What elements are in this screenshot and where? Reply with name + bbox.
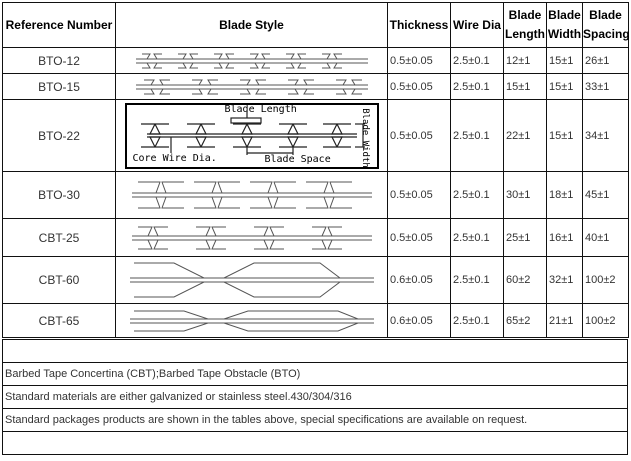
- thickness-cell: 0.5±0.05: [388, 100, 451, 172]
- reference-cell: BTO-30: [3, 172, 116, 219]
- blade-length-cell: 15±1: [504, 74, 547, 100]
- diagram-label-core-wire: Core Wire Dia.: [132, 152, 217, 164]
- thickness-cell: 0.5±0.05: [388, 219, 451, 257]
- reference-cell: CBT-25: [3, 219, 116, 257]
- reference-cell: BTO-12: [3, 48, 116, 74]
- diagram-label-blade-space: Blade Space: [264, 153, 331, 165]
- table-row: [3, 172, 629, 219]
- table-row: [3, 100, 629, 172]
- blade-style-image: [116, 304, 388, 338]
- diagram-label-blade-width: Blade Width: [359, 107, 370, 168]
- table-row: [3, 304, 629, 338]
- header-blade-style: Blade Style: [116, 3, 388, 48]
- table-row: [3, 48, 629, 74]
- blade-style-diagram: [116, 100, 388, 172]
- blade-width-cell: 15±1: [547, 74, 583, 100]
- wire-dia-cell: 2.5±0.1: [451, 100, 504, 172]
- blade-spacing-cell: 100±2: [583, 257, 629, 304]
- table-row: [3, 219, 629, 257]
- blade-style-image: [116, 172, 388, 219]
- thickness-cell: 0.5±0.05: [388, 74, 451, 100]
- thickness-cell: 0.6±0.05: [388, 304, 451, 338]
- blade-width-cell: 15±1: [547, 48, 583, 74]
- blade-length-cell: 25±1: [504, 219, 547, 257]
- blade-length-cell: 30±1: [504, 172, 547, 219]
- blade-width-cell: 15±1: [547, 100, 583, 172]
- note-product-types: Barbed Tape Concertina (CBT);Barbed Tape Obstacle (BTO): [3, 363, 628, 386]
- table-row: [3, 74, 629, 100]
- blade-spacing-cell: 40±1: [583, 219, 629, 257]
- header-row: [3, 3, 629, 48]
- wire-dia-cell: 2.5±0.1: [451, 74, 504, 100]
- reference-cell: BTO-15: [3, 74, 116, 100]
- blade-spacing-cell: 26±1: [583, 48, 629, 74]
- note-packages: Standard packages products are shown in the tables above, special specifications are available on request.: [3, 409, 628, 432]
- blade-length-cell: 22±1: [504, 100, 547, 172]
- blade-spacing-cell: 33±1: [583, 74, 629, 100]
- header-blade-length-line1: Blade: [508, 8, 542, 22]
- blade-style-image: [116, 48, 388, 74]
- header-blade-spacing: [583, 3, 629, 48]
- blade-width-cell: 18±1: [547, 172, 583, 219]
- blade-style-image: [116, 219, 388, 257]
- wire-dia-cell: 2.5±0.1: [451, 219, 504, 257]
- blade-width-cell: 21±1: [547, 304, 583, 338]
- blade-style-image: [116, 74, 388, 100]
- notes-table: [2, 339, 628, 455]
- header-blade-spacing-line2: Spacing: [583, 27, 630, 41]
- diagram-label-blade-length: Blade Length: [224, 103, 297, 115]
- header-thickness: Thickness: [388, 3, 451, 48]
- blade-style-image: [116, 257, 388, 304]
- wire-dia-cell: 2.5±0.1: [451, 257, 504, 304]
- thickness-cell: 0.5±0.05: [388, 172, 451, 219]
- blade-length-cell: 60±2: [504, 257, 547, 304]
- header-wire-dia: Wire Dia: [451, 3, 504, 48]
- note-empty: [3, 340, 628, 363]
- blade-length-cell: 12±1: [504, 48, 547, 74]
- header-blade-width-line1: Blade: [548, 8, 581, 22]
- wire-dia-cell: 2.5±0.1: [451, 172, 504, 219]
- header-reference: Reference Number: [3, 3, 116, 48]
- note-empty: [3, 432, 628, 455]
- blade-spacing-cell: 100±2: [583, 304, 629, 338]
- blade-width-cell: 16±1: [547, 219, 583, 257]
- reference-cell: CBT-65: [3, 304, 116, 338]
- wire-dia-cell: 2.5±0.1: [451, 304, 504, 338]
- spec-table: [2, 2, 629, 338]
- thickness-cell: 0.5±0.05: [388, 48, 451, 74]
- wire-dia-cell: 2.5±0.1: [451, 48, 504, 74]
- blade-length-cell: 65±2: [504, 304, 547, 338]
- blade-spacing-cell: 34±1: [583, 100, 629, 172]
- header-blade-length-line2: Length: [505, 27, 545, 41]
- header-blade-length: [504, 3, 547, 48]
- reference-cell: BTO-22: [3, 100, 116, 172]
- header-blade-width: [547, 3, 583, 48]
- table-row: [3, 257, 629, 304]
- note-materials: Standard materials are either galvanized or stainless steel.430/304/316: [3, 386, 628, 409]
- header-blade-spacing-line1: Blade: [589, 8, 622, 22]
- header-blade-width-line2: Width: [547, 27, 582, 41]
- blade-spacing-cell: 45±1: [583, 172, 629, 219]
- thickness-cell: 0.6±0.05: [388, 257, 451, 304]
- blade-width-cell: 32±1: [547, 257, 583, 304]
- reference-cell: CBT-60: [3, 257, 116, 304]
